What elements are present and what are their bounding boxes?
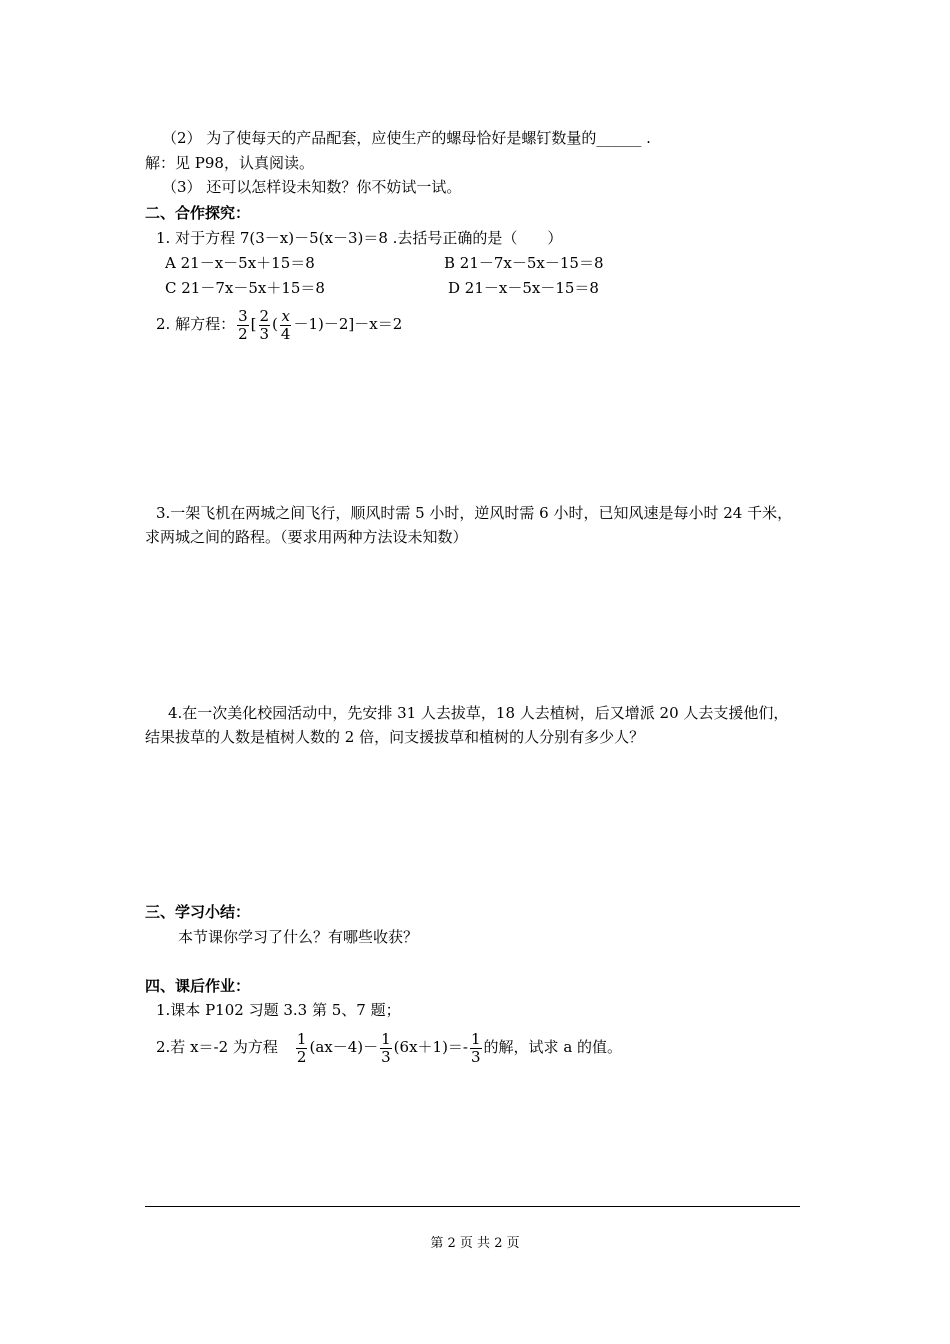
fraction-3-2: $\frac{3}{2}$ <box>238 306 248 343</box>
option-c: C 21－7x－5x＋15＝8 <box>165 279 325 297</box>
fraction-1-2: $\frac{1}{2}$ <box>296 1029 307 1066</box>
fraction-2-3: $\frac{2}{3}$ <box>259 306 270 343</box>
option-a: A 21－x－5x＋15＝8 <box>165 254 315 272</box>
section-heading-summary: 三、学习小结： <box>145 903 251 921</box>
problem-2-equation: 2. 解方程： $\frac{3}{2}$ [ $\frac{2}{3}$ ( $\frac{x}{4}$ －1)－2]－x＝2 <box>156 306 403 343</box>
option-d: D 21－x－5x－15＝8 <box>448 279 599 297</box>
fraction-1-3-a: $\frac{1}{3}$ <box>381 1029 391 1066</box>
section-heading-homework: 四、课后作业： <box>145 977 251 995</box>
answer-hint: 解：见 P98，认真阅读。 <box>145 154 314 172</box>
problem-3-line-2: 求两城之间的路程。（要求用两种方法设未知数） <box>145 528 468 546</box>
problem-2-prefix: 2. 解方程： <box>156 315 236 333</box>
question-3: （3） 还可以怎样设未知数？你不妨试一试。 <box>162 178 462 196</box>
section-heading-cooperative: 二、合作探究： <box>145 204 251 222</box>
summary-prompt: 本节课你学习了什么？有哪些收获？ <box>178 928 419 946</box>
option-b: B 21－7x－5x－15＝8 <box>444 254 604 272</box>
homework-2: 2.若 x＝-2 为方程 $\frac{1}{2}$ (ax－4)－ $\frac{1}{3}$ (6x＋1)＝- $\frac{1}{3}$ 的解，试求 a 的值。 <box>156 1029 623 1066</box>
problem-4-line-1: 4.在一次美化校园活动中，先安排 31 人去拔草，18 人去植树，后又增派 20 人去支援他们， <box>168 704 789 722</box>
page-number: 第 2 页 共 2 页 <box>430 1236 520 1251</box>
question-2-blank: （2） 为了使每天的产品配套，应使生产的螺母恰好是螺钉数量的______ . <box>162 129 651 147</box>
homework-1: 1.课本 P102 习题 3.3 第 5、7 题； <box>156 1001 401 1019</box>
homework-2-prefix: 2.若 x＝-2 为方程 <box>156 1038 278 1056</box>
problem-3-line-1: 3.一架飞机在两城之间飞行，顺风时需 5 小时，逆风时需 6 小时，已知风速是每小时 24 千米， <box>156 504 793 522</box>
fraction-1-3-b: $\frac{1}{3}$ <box>471 1029 481 1066</box>
problem-1: 1. 对于方程 7(3－x)－5(x－3)＝8 .去括号正确的是（ ） <box>156 229 563 247</box>
problem-4-line-2: 结果拔草的人数是植树人数的 2 倍，问支援拔草和植树的人分别有多少人？ <box>145 728 645 746</box>
problem-2-tail: －1)－2]－x＝2 <box>293 315 403 333</box>
homework-2-suffix: 的解，试求 a 的值。 <box>483 1038 623 1056</box>
footer-divider <box>145 1206 800 1207</box>
fraction-x-4: $\frac{x}{4}$ <box>280 306 291 343</box>
